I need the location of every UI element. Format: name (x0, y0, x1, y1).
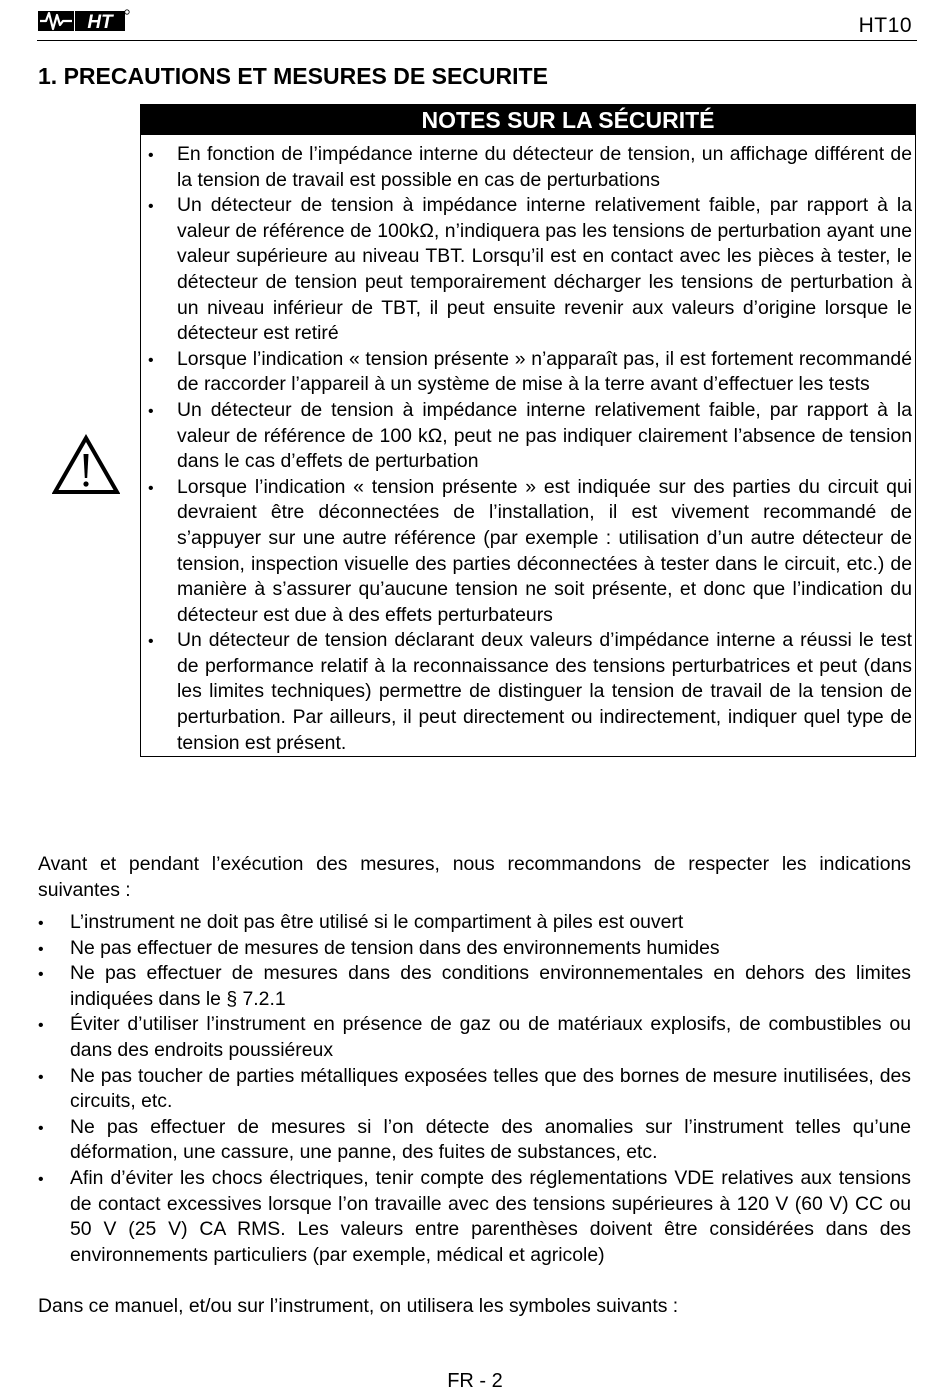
precaution-item: • Éviter d’utiliser l’instrument en présence de gaz ou de matériaux explosifs, de combustibles ou dans des endroits poussiéreux (38, 1012, 911, 1063)
precautions-list (38, 910, 911, 1268)
section-title: 1. PRECAUTIONS ET MESURES DE SECURITE (38, 63, 548, 89)
precaution-item: • L’instrument ne doit pas être utilisé si le compartiment à piles est ouvert (38, 910, 911, 936)
precaution-item: • Ne pas effectuer de mesures dans des conditions environnementales en dehors des limites indiquées dans le § 7.2.1 (38, 961, 911, 1012)
safety-note-item: • Lorsque l’indication « tension présente » n’apparaît pas, il est fortement recommandé de raccorder l’appareil à un système de mise à la terre avant d’effectuer les tests (141, 347, 912, 398)
safety-note-item: • En fonction de l’impédance interne du détecteur de tension, un affichage différent de la tension de travail est possible en cas de perturbations (141, 142, 912, 193)
safety-note-item: • Un détecteur de tension déclarant deux valeurs d’impédance interne a réussi le test de performance relatif à la reconnaissance des tensions perturbatrices et peut (dans les limites techniques) permettre de distinguer la tension de travail de la tension de perturbation. Par ailleurs, il peut directement ou indirectement, indiquer quel type de tension est présent. (141, 628, 912, 756)
safety-notes-heading: NOTES SUR LA SÉCURITÉ (141, 105, 915, 135)
intro-paragraph: Avant et pendant l’exécution des mesures, nous recommandons de respecter les indications suivantes : (38, 853, 911, 901)
warning-triangle-icon (52, 434, 120, 496)
safety-note-item: • Un détecteur de tension à impédance interne relativement faible, par rapport à la valeur de référence de 100 kΩ, peut ne pas indiquer clairement l’absence de tension dans le cas d’effets de perturbation (141, 398, 912, 475)
header-divider (37, 40, 917, 41)
logo-text: HT (87, 12, 113, 33)
precaution-item: • Ne pas toucher de parties métalliques exposées telles que des bornes de mesure inutilisées, des circuits, etc. (38, 1064, 911, 1115)
precaution-item: • Ne pas effectuer de mesures si l’on détecte des anomalies sur l’instrument telles qu’une déformation, une cassure, une panne, des fuites de substances, etc. (38, 1115, 911, 1166)
symbols-intro: Dans ce manuel, et/ou sur l’instrument, on utilisera les symboles suivants : (38, 1295, 679, 1317)
safety-note-item: • Lorsque l’indication « tension présente » est indiquée sur des parties du circuit qui devraient être déconnectées de l’installation, il est vivement recommandé de s’appuyer sur une autre référence (par exemple : utilisation d’un autre détecteur de tension, inspection visuelle des parties déconnectées à tester dans le circuit, etc.) de manière à s’assurer qu’aucune tension ne soit présente, et donc que l’indication du détecteur est due à des effets perturbateurs (141, 475, 912, 629)
page-number: FR - 2 (447, 1370, 503, 1392)
model-name: HT10 (858, 14, 912, 37)
ht-logo (38, 8, 130, 34)
safety-notes-box (140, 104, 916, 757)
precaution-item: • Afin d’éviter les chocs électriques, tenir compte des réglementations VDE relatives aux tensions de contact excessives lorsque l’on travaille avec des tensions supérieures à 120 V (60 V) CC ou 50 V (25 V) CA RMS. Les valeurs entre parenthèses doivent être considérées dans des environnements particuliers (par exemple, médical et agricole) (38, 1166, 911, 1268)
precaution-item: • Ne pas effectuer de mesures de tension dans des environnements humides (38, 936, 911, 962)
safety-notes-list (141, 135, 915, 756)
safety-note-item: • Un détecteur de tension à impédance interne relativement faible, par rapport à la valeur de référence de 100kΩ, n’indiquera pas les tensions de perturbation ayant une valeur supérieure au niveau TBT. Lorsqu’il est en contact avec les pièces à tester, le détecteur de tension peut temporairement décharger les tensions de perturbation à un niveau inférieur de TBT, il peut ensuite revenir aux valeurs d’origine lorsque le détecteur est retiré (141, 193, 912, 347)
